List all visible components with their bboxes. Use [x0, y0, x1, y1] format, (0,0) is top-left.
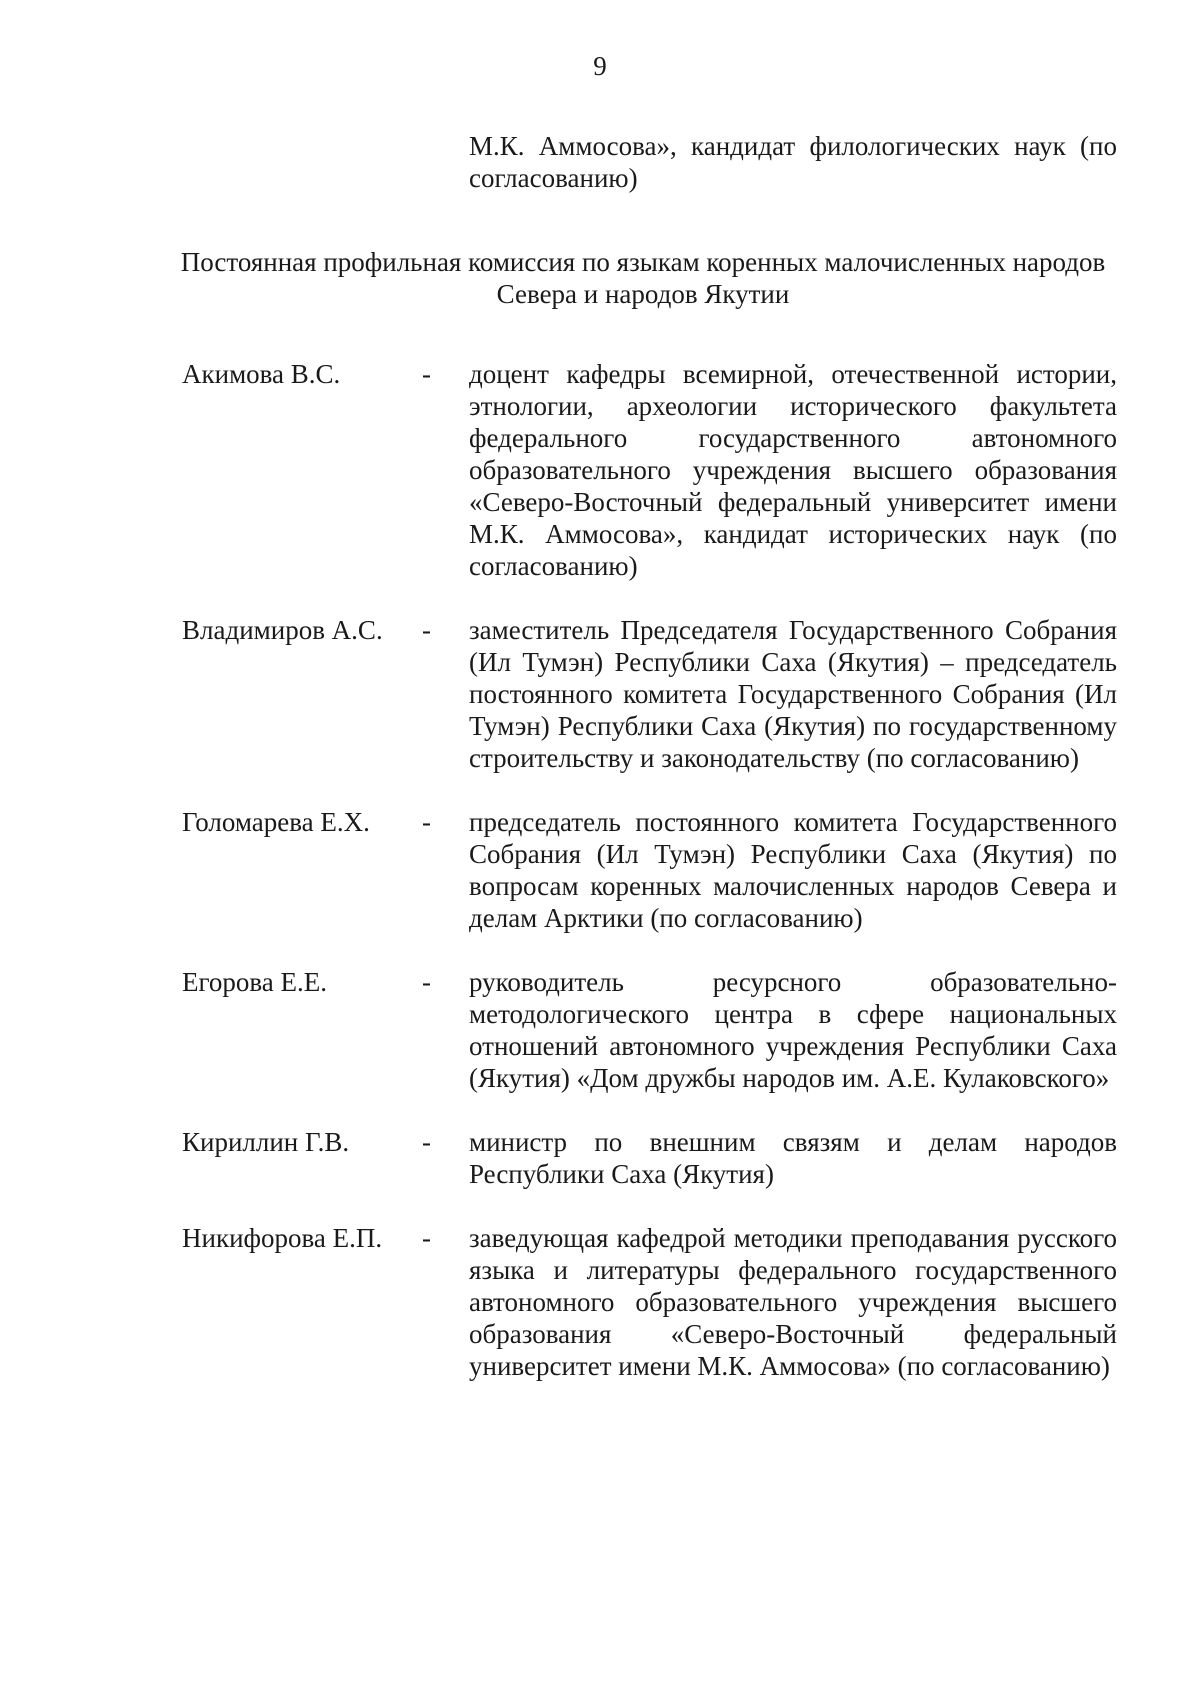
member-position: заместитель Председателя Государственного Собрания (Ил Тумэн) Республики Саха (Якутия) – председатель постоянного комитета Государственного Собрания (Ил Тумэн) Республики Саха (Якутия) по государственному строительству и законодательству (по согласованию): [469, 615, 1117, 773]
member-position: председатель постоянного комитета Государственного Собрания (Ил Тумэн) Республики Саха (Якутия) по вопросам коренных малочисленных народов Севера и делам Арктики (по согласованию): [469, 807, 1117, 933]
member-dash: -: [422, 807, 431, 837]
members-list: [182, 358, 1117, 1414]
member-dash: -: [422, 615, 431, 645]
member-row: [182, 1126, 1117, 1190]
member-name: Егорова Е.Е.: [182, 967, 328, 997]
continuation-text: М.К. Аммосова», кандидат филологических наук (по согласованию): [469, 131, 1117, 193]
member-dash: -: [422, 359, 431, 389]
member-name: Кириллин Г.В.: [182, 1127, 350, 1157]
member-position: доцент кафедры всемирной, отечественной истории, этнологии, археологии исторического факультета федерального государственного автономного образовательного учреждения высшего образования «Северо-Восточный федеральный университет имени М.К. Аммосова», кандидат исторических наук (по согласованию): [469, 359, 1117, 581]
page-number: 9: [593, 51, 607, 81]
member-dash: -: [422, 1223, 431, 1253]
commission-title: Постоянная профильная комиссия по языкам коренных малочисленных народов Севера и народов Якутии: [180, 247, 1106, 309]
member-name: Акимова В.С.: [182, 359, 341, 389]
member-name: Никифорова Е.П.: [182, 1223, 383, 1253]
member-position: заведующая кафедрой методики преподавания русского языка и литературы федерального государственного автономного образовательного учреждения высшего образования «Северо-Восточный федеральный университет имени М.К. Аммосова» (по согласованию): [469, 1223, 1117, 1381]
member-name: Голомарева Е.Х.: [182, 807, 370, 837]
member-row: [182, 1222, 1117, 1382]
member-row: [182, 614, 1117, 774]
member-dash: -: [422, 1127, 431, 1157]
member-name: Владимиров А.С.: [182, 615, 383, 645]
member-dash: -: [422, 967, 431, 997]
member-row: [182, 966, 1117, 1094]
member-row: [182, 358, 1117, 582]
member-row: [182, 806, 1117, 934]
member-position: руководитель ресурсного образовательно-методологического центра в сфере национальных отношений автономного учреждения Республики Саха (Якутия) «Дом дружбы народов им. А.Е. Кулаковского»: [469, 967, 1117, 1093]
member-position: министр по внешним связям и делам народов Республики Саха (Якутия): [469, 1127, 1117, 1189]
